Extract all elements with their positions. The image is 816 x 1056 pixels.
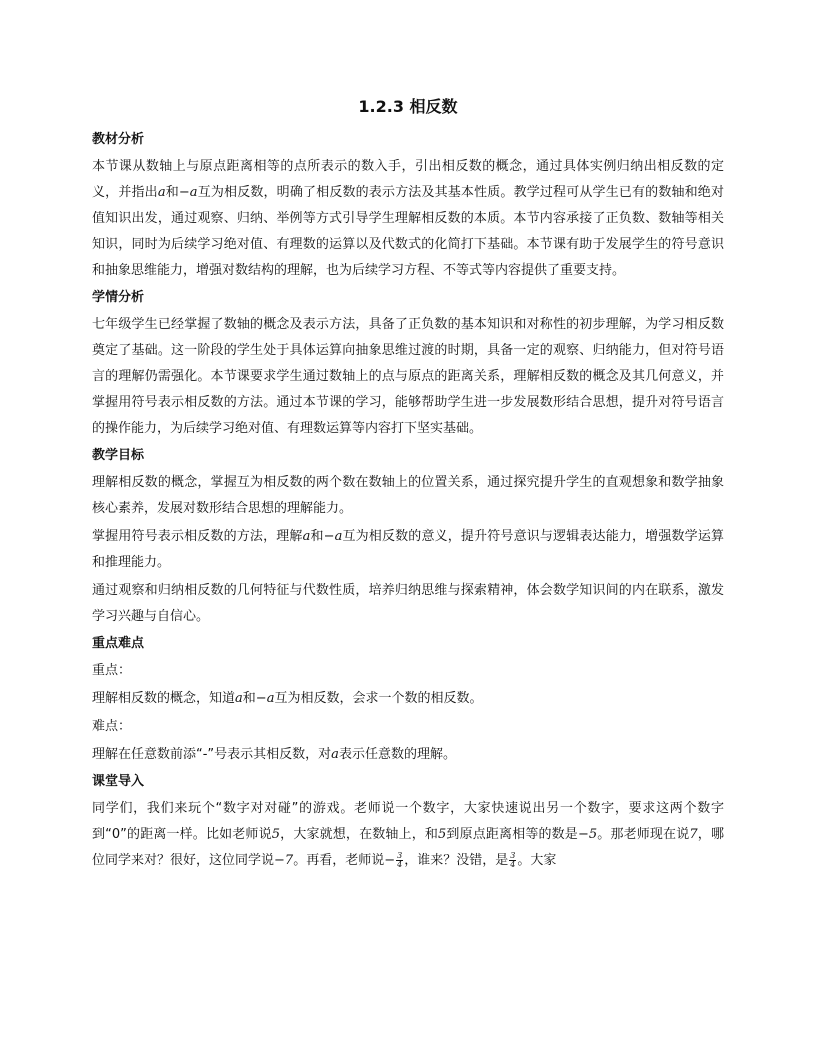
- math-number: −7: [274, 853, 294, 868]
- math-neg-a: −a: [178, 185, 198, 200]
- math-number: 5: [438, 827, 447, 842]
- key-point-label: 重点：: [92, 663, 132, 678]
- fraction-numerator: 3: [397, 851, 403, 860]
- math-number: 7: [689, 827, 698, 842]
- text-segment: 理解在任意数前添“-”号表示其相反数，对: [92, 747, 332, 762]
- goal-paragraph-1: 理解相反数的概念，掌握互为相反数的两个数在数轴上的位置关系，通过探究提升学生的直观想象和数学抽象核心素养，发展对数形结合思想的理解能力。: [92, 475, 724, 516]
- text-segment: 。大家: [517, 853, 557, 868]
- difficulty-label: 难点：: [92, 719, 132, 734]
- text-segment: 互为相反数，会求一个数的相反数。: [274, 691, 483, 706]
- text-segment: 掌握用符号表示相反数的方法，理解: [92, 529, 303, 544]
- section-heading-lesson-intro: 课堂导入: [92, 774, 145, 789]
- text-segment: ，哪位同学来对？很好，这位同学说: [92, 827, 724, 868]
- section-heading-student-analysis: 学情分析: [92, 290, 145, 305]
- math-a: a: [157, 185, 166, 200]
- text-segment: 到原点距离相等的数是: [446, 827, 578, 842]
- difficulty-text: [92, 742, 724, 768]
- text-segment: 同学们，我们来玩个“数字对对碰”的游戏。老师说一个数字，大家快速说出另一个数字，要求这两个数字到“0”的距离一样。比如老师说: [92, 801, 724, 842]
- text-segment: 本节课从数轴上与原点距离相等的点所表示的数入手，引出相反数的概念，通过具体实例归纳出相反数的定义，并指出: [92, 159, 724, 200]
- document-title: 1.2.3 相反数: [358, 97, 458, 116]
- math-neg-a: −a: [255, 691, 275, 706]
- text-segment: 互为相反数，明确了相反数的表示方法及其基本性质。教学过程可从学生已有的数轴和绝对值知识出发，通过观察、归纳、举例等方式引导学生理解相反数的本质。本节内容承接了正负数、数轴等相关知识，同时为后续学习绝对值、有理数的运算以及代数式的化简打下基础。本节课有助于发展学生的符号意识和抽象思维能力，增强对数结构的理解，也为后续学习方程、不等式等内容提供了重要支持。: [92, 185, 724, 278]
- math-a: a: [302, 529, 311, 544]
- math-number: 5: [271, 827, 281, 842]
- text-segment: 。那老师现在说: [597, 827, 690, 842]
- math-neg-a: −a: [323, 529, 343, 544]
- text-segment: 表示任意数的理解。: [338, 747, 456, 762]
- document-page: [92, 96, 724, 876]
- math-a: a: [235, 691, 243, 706]
- key-point-text: [92, 686, 724, 712]
- student-analysis-paragraph: 七年级学生已经掌握了数轴的概念及表示方法，具备了正负数的基本知识和对称性的初步理解，为学习相反数奠定了基础。这一阶段的学生处于具体运算向抽象思维过渡的时期，具备一定的观察、归纳能力，但对符号语言的理解仍需强化。本节课要求学生通过数轴上的点与原点的距离关系，理解相反数的概念及其几何意义，并掌握用符号表示相反数的方法。通过本节课的学习，能够帮助学生进一步发展数形结合思想，提升对符号语言的操作能力，为后续学习绝对值、有理数运算等内容打下坚实基础。: [92, 317, 724, 436]
- goal-paragraph-2: [92, 524, 724, 576]
- fraction-denominator: 4: [397, 860, 403, 869]
- text-segment: 和: [242, 691, 256, 706]
- text-segment: 和: [310, 529, 324, 544]
- fraction-three-quarters: [509, 852, 516, 869]
- textbook-analysis-paragraph: [92, 154, 724, 284]
- section-heading-teaching-goals: 教学目标: [92, 448, 145, 463]
- fraction-denominator: 4: [510, 860, 516, 869]
- fraction-three-quarters: [396, 852, 403, 869]
- goal-paragraph-3: 通过观察和归纳相反数的几何特征与代数性质，培养归纳思维与探索精神，体会数学知识间的内在联系，激发学习兴趣与自信心。: [92, 583, 724, 624]
- text-segment: 理解相反数的概念，知道: [92, 691, 236, 706]
- text-segment: 和: [165, 185, 179, 200]
- lesson-intro-paragraph: [92, 796, 724, 874]
- math-a: a: [331, 747, 339, 762]
- fraction-numerator: 3: [510, 851, 516, 860]
- math-number: −5: [577, 827, 598, 842]
- section-heading-key-points: 重点难点: [92, 636, 145, 651]
- text-segment: 互为相反数的意义，提升符号意识与逻辑表达能力，增强数学运算和推理能力。: [92, 529, 724, 570]
- text-segment: ，大家就想，在数轴上，和: [280, 827, 438, 842]
- text-segment: 。再看，老师说: [293, 853, 385, 868]
- text-segment: ，谁来？没错，是: [404, 853, 509, 868]
- math-minus: −: [384, 853, 396, 868]
- section-heading-textbook-analysis: 教材分析: [92, 132, 145, 147]
